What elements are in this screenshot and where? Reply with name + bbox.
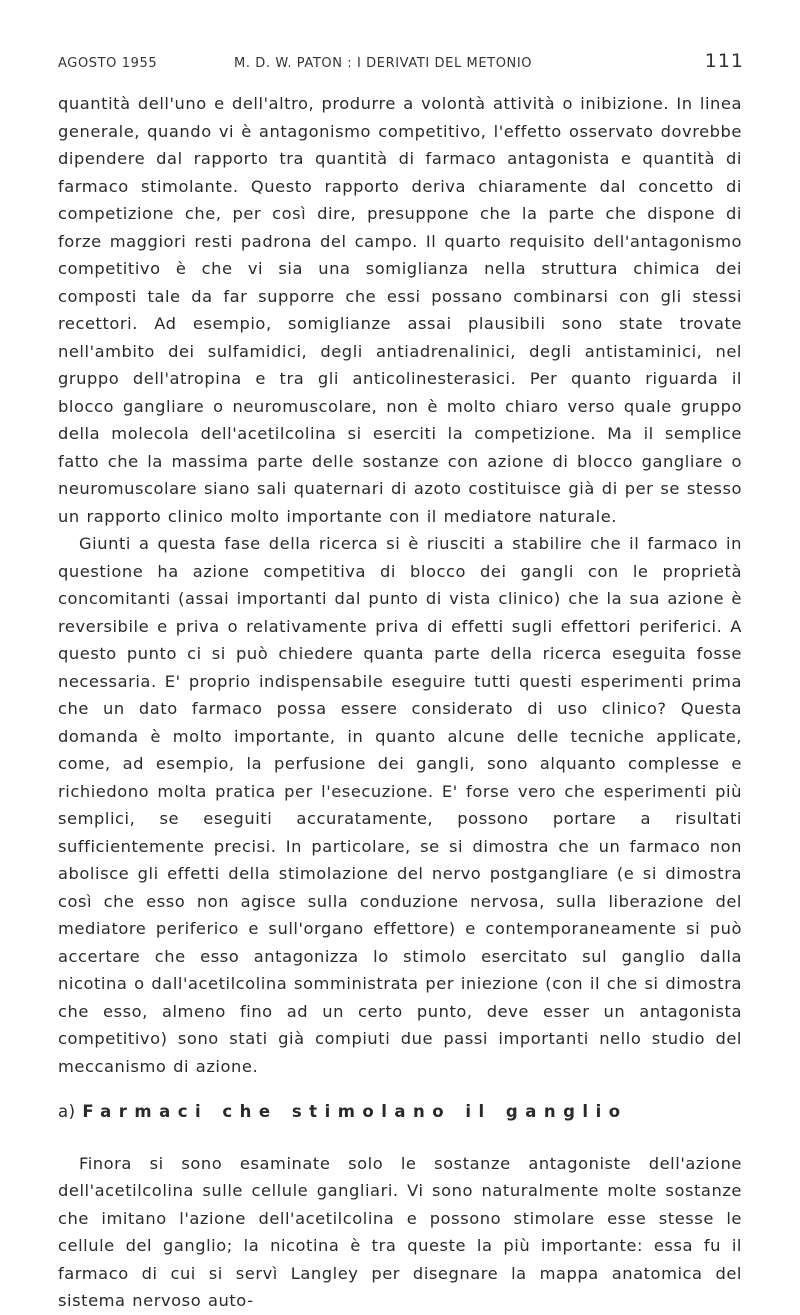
paragraph-3: Finora si sono esaminate solo le sostanze antagoniste dell'azione dell'acetilcolina sulle cellule gangliari. Vi sono naturalmente molte sostanze che imitano l'azione dell'acetilcolina e possono stimolare esse stesse le cellule del ganglio; la nicotina è tra queste la più importante: essa fu il farmaco di cui si servì Langley per disegnare la mappa anatomica del sistema nervoso auto- (58, 1153, 742, 1310)
header-date: AGOSTO 1955 (58, 56, 158, 71)
paragraph-1: quantità dell'uno e dell'altro, produrre a volontà attività o inibizione. In linea generale, quando vi è antagonismo competitivo, l'effetto osservato dovrebbe dipendere dal rapporto tra quantità di farmaco antagonista e quantità di farmaco stimolante. Questo rapporto deriva chiaramente dal concetto di competizione che, per così dire, presuppone che la parte che dispone di forze maggiori resti padrona del campo. Il quarto requisito dell'antagonismo competitivo è che vi sia una somiglianza nella struttura chimica dei composti tale da far supporre che essi possano combinarsi con gli stessi recettori. Ad esempio, somiglianze assai plausibili sono state trovate nell'ambito dei sulfamidici, degli antiadrenalinici, degli antistaminici, nel gruppo dell'atropina e tra gli anticolinesterasici. Per quanto riguarda il blocco gangliare o neuromuscolare, non è molto chiaro verso quale gruppo della molecola dell'acetilcolina si eserciti la competizione. Ma il semplice fatto che la massima parte delle sostanze con azione di blocco gangliare o neuromuscolare siano sali quaternari di azoto costituisce già di per se stesso un rapporto clinico molto importante con il mediatore naturale. (58, 94, 742, 526)
section-heading (58, 1098, 742, 1126)
section-marker: a) (58, 1102, 76, 1121)
article-body (58, 90, 742, 1315)
header-author-title: M. D. W. PATON : I DERIVATI DEL METONIO (234, 56, 533, 71)
paragraph-2: Giunti a questa fase della ricerca si è riusciti a stabilire che il farmaco in questione ha azione competitiva di blocco dei gangli con le proprietà concomitanti (assai importanti dal punto di vista clinico) che la sua azione è reversibile e priva o relativamente priva di effetti sugli effettori periferici. A questo punto ci si può chiedere quanta parte della ricerca eseguita fosse necessaria. E' proprio indispensabile eseguire tutti questi esperimenti prima che un dato farmaco possa essere considerato di uso clinico? Questa domanda è molto importante, in quanto alcune delle tecniche applicate, come, ad esempio, la perfusione dei gangli, sono alquanto complesse e richiedono molta pratica per l'esecuzione. E' forse vero che esperimenti più semplici, se eseguiti accuratamente, possono portare a risultati sufficientemente precisi. In particolare, se si dimostra che un farmaco non abolisce gli effetti della stimolazione del nervo postgangliare (e si dimostra così che esso non agisce sulla conduzione nervosa, sulla liberazione del mediatore periferico e sull'organo effettore) e contemporaneamente si può accertare che esso antagonizza lo stimolo esercitato sul ganglio dalla nicotina o dall'acetilcolina somministrata per iniezione (con il che si dimostra che esso, almeno fino ad un certo punto, deve esser un antagonista competitivo) sono stati già compiuti due passi importanti nello studio del meccanismo di azione. (58, 534, 742, 1076)
section-title: Farmaci che stimolano il ganglio (82, 1102, 628, 1121)
running-header (58, 48, 744, 78)
page-number: 111 (704, 50, 744, 72)
